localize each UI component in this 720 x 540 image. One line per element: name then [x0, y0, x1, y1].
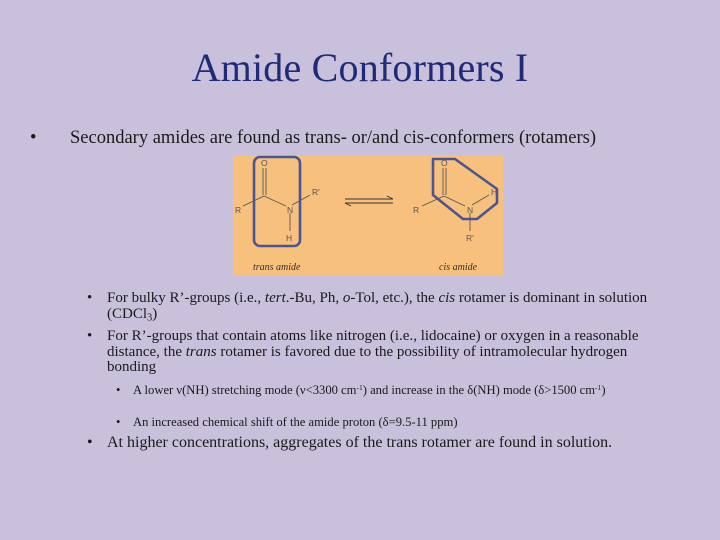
amide-rotamer-figure: [233, 155, 503, 275]
bullet-marker: •: [116, 415, 121, 429]
cis-oxygen-label: O: [441, 158, 448, 168]
cis-r-prime-label: R': [466, 233, 474, 243]
cis-amide-caption: cis amide: [439, 262, 478, 273]
trans-r-prime-label: R': [312, 187, 320, 197]
bullet-text: Secondary amides are found as trans- or/and cis-conformers (rotamers): [70, 128, 597, 148]
trans-hydrogen-label: H: [286, 233, 293, 243]
bullet-marker: •: [87, 434, 93, 451]
bullet-text: At higher concentrations, aggregates of the trans rotamer are found in solution.: [107, 434, 613, 451]
bullet-marker: •: [30, 128, 37, 148]
bullet-text: For bulky R’-groups (i.e., tert.-Bu, Ph, o-Tol, etc.), the cis rotamer is dominant in solution (CDCl$_3$): [107, 290, 648, 324]
bullet-text: For R’-groups that contain atoms like nitrogen (i.e., lidocaine) or oxygen in a reasonable distance, the trans rotamer is favored due to the possibility of intramolecular hydrogen bonding: [107, 328, 639, 375]
cis-nitrogen-label: N: [467, 205, 474, 215]
trans-r-label: R: [235, 205, 242, 215]
bullet-marker: •: [116, 383, 121, 397]
trans-amide-caption: trans amide: [253, 262, 301, 273]
trans-nitrogen-label: N: [287, 205, 294, 215]
trans-oxygen-label: O: [261, 158, 268, 168]
bullet-marker: •: [87, 290, 93, 306]
cis-hydrogen-label: H: [491, 187, 498, 197]
bullet-text: An increased chemical shift of the amide proton (δ=9.5-11 ppm): [133, 415, 458, 429]
slide-title: Amide Conformers I: [191, 45, 529, 90]
bullet-text: A lower ν(NH) stretching mode (ν<3300 $cm^{-1}$) and increase in the δ(NH) mode (δ>1500 $cm^{-1}$): [133, 382, 606, 397]
cis-r-label: R: [413, 205, 420, 215]
bullet-marker: •: [87, 328, 93, 344]
rotamer-diagram: [233, 155, 503, 275]
